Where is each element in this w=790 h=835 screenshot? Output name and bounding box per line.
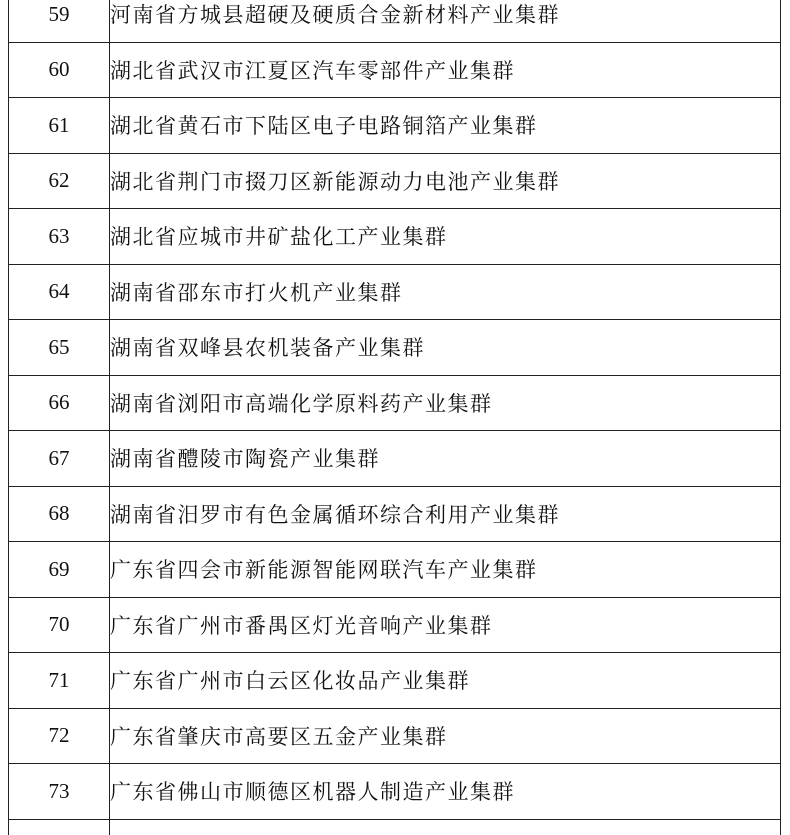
- row-number: 69: [9, 542, 110, 598]
- cluster-name: 湖北省应城市井矿盐化工产业集群: [110, 209, 781, 265]
- cluster-name: 广东省广州市番禺区灯光音响产业集群: [110, 597, 781, 653]
- cluster-name: 广东省四会市新能源智能网联汽车产业集群: [110, 542, 781, 598]
- table-row: [9, 209, 781, 265]
- row-number-empty: [9, 819, 110, 835]
- table-row: [9, 542, 781, 598]
- table-row: [9, 764, 781, 820]
- row-number: 64: [9, 264, 110, 320]
- row-number: 71: [9, 653, 110, 709]
- row-number: 66: [9, 375, 110, 431]
- table-row: [9, 0, 781, 42]
- table-row: [9, 42, 781, 98]
- cluster-name: 湖北省武汉市江夏区汽车零部件产业集群: [110, 42, 781, 98]
- cluster-table: [8, 0, 781, 835]
- cluster-name: 湖南省邵东市打火机产业集群: [110, 264, 781, 320]
- cluster-name: 湖北省荆门市掇刀区新能源动力电池产业集群: [110, 153, 781, 209]
- table-row: [9, 597, 781, 653]
- table-row: [9, 98, 781, 154]
- table-row: [9, 653, 781, 709]
- table-row: [9, 486, 781, 542]
- row-number: 73: [9, 764, 110, 820]
- row-number: 61: [9, 98, 110, 154]
- table-row: [9, 708, 781, 764]
- row-number: 68: [9, 486, 110, 542]
- row-number: 67: [9, 431, 110, 487]
- row-number: 59: [9, 0, 110, 42]
- row-number: 63: [9, 209, 110, 265]
- table-row-partial: [9, 819, 781, 835]
- cluster-name: 湖南省汨罗市有色金属循环综合利用产业集群: [110, 486, 781, 542]
- cluster-name: 广东省广州市白云区化妆品产业集群: [110, 653, 781, 709]
- row-number: 65: [9, 320, 110, 376]
- cluster-name: 广东省佛山市顺德区机器人制造产业集群: [110, 764, 781, 820]
- table-row: [9, 375, 781, 431]
- cluster-name: 广东省肇庆市高要区五金产业集群: [110, 708, 781, 764]
- table-row: [9, 431, 781, 487]
- row-number: 70: [9, 597, 110, 653]
- cluster-name: 湖南省醴陵市陶瓷产业集群: [110, 431, 781, 487]
- table-row: [9, 264, 781, 320]
- table-row: [9, 320, 781, 376]
- row-number: 60: [9, 42, 110, 98]
- cluster-name-empty: [110, 819, 781, 835]
- table-row: [9, 153, 781, 209]
- row-number: 72: [9, 708, 110, 764]
- row-number: 62: [9, 153, 110, 209]
- cluster-name: 湖南省双峰县农机装备产业集群: [110, 320, 781, 376]
- cluster-name: 河南省方城县超硬及硬质合金新材料产业集群: [110, 0, 781, 42]
- cluster-name: 湖北省黄石市下陆区电子电路铜箔产业集群: [110, 98, 781, 154]
- cluster-name: 湖南省浏阳市高端化学原料药产业集群: [110, 375, 781, 431]
